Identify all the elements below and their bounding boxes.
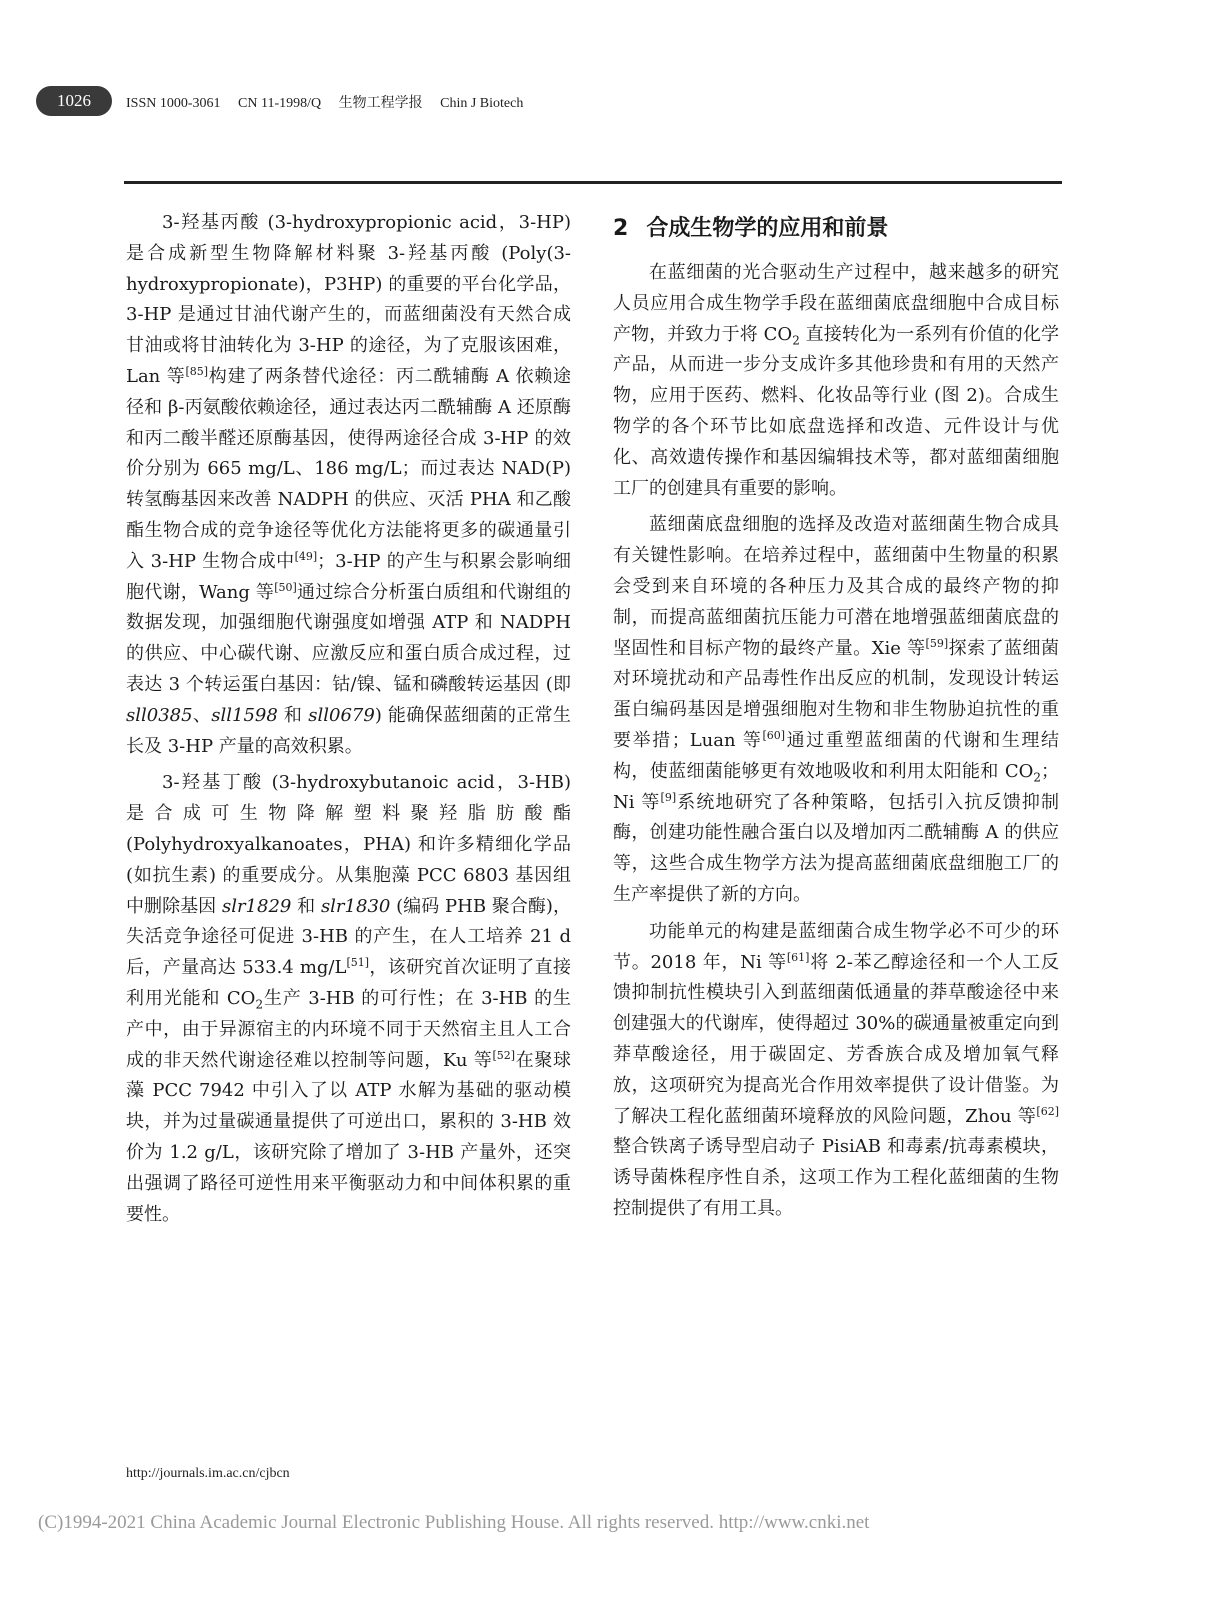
- journal-url: http://journals.im.ac.cn/cjbcn: [126, 1466, 290, 1481]
- copyright-notice: (C)1994-2021 China Academic Journal Electronic Publishing House. All rights reserved. http://www.cnki.net: [38, 1512, 870, 1533]
- gene-name: sll1598: [211, 704, 278, 726]
- left-column: [126, 208, 571, 1236]
- cn-number: CN 11-1998/Q: [238, 96, 322, 111]
- journal-header: [126, 92, 537, 112]
- paragraph-3hb: 3-羟基丁酸 (3-hydroxybutanoic acid，3-HB) 是合成可生物降解塑料聚羟脂肪酸酯 (Polyhydroxyalkanoates，PHA) 和许多精细化学品 (如抗生素) 的重要成分。从集胞藻 PCC 6803 基因组中删除基因 slr1829 和 slr1830 (编码 PHB 聚合酶)，失活竞争途径可促进 3-HB 的产生，在人工培养 21 d 后，产量高达 533.4 mg/L[51]，该研究首次证明了直接利用光能和 $CO_2$生产 3-HB 的可行性；在 3-HB 的生产中，由于异源宿主的内环境不同于天然宿主且人工合成的非天然代谢途径难以控制等问题，Ku 等[52]在聚球藻 PCC 7942 中引入了以 ATP 水解为基础的驱动模块，并为过量碳通量提供了可逆出口，累积的 3-HB 效价为 1.2 g/L，该研究除了增加了 3-HB 产量外，还突出强调了路径可逆性用来平衡驱动力和中间体积累的重要性。: [126, 772, 571, 1225]
- citation: [61]: [786, 950, 810, 964]
- citation: [9]: [660, 790, 677, 804]
- right-column: [613, 208, 1059, 1231]
- gene-name: sll0679: [308, 704, 375, 726]
- header-rule: [124, 181, 1062, 184]
- gene-name: slr1830: [320, 895, 391, 917]
- page-number: 1026: [36, 86, 112, 116]
- section-heading: [613, 212, 1059, 246]
- paragraph-intro: 在蓝细菌的光合驱动生产过程中，越来越多的研究人员应用合成生物学手段在蓝细菌底盘细胞中合成目标产物，并致力于将 $CO_2$ 直接转化为一系列有价值的化学产品，从而进一步分支成许多其他珍贵和有用的天然产物，应用于医药、燃料、化妆品等行业 (图 2)。合成生物学的各个环节比如底盘选择和改造、元件设计与优化、高效遗传操作和基因编辑技术等，都对蓝细菌细胞工厂的创建具有重要的影响。: [613, 262, 1059, 499]
- section-number: 2: [613, 216, 629, 241]
- section-title: 合成生物学的应用和前景: [646, 216, 889, 241]
- citation: [62]: [1036, 1104, 1059, 1118]
- gene-name: sll0385: [126, 704, 193, 726]
- citation: [50]: [274, 580, 297, 594]
- citation: [51]: [346, 956, 370, 970]
- citation: [49]: [294, 549, 318, 563]
- paragraph-3hp: 3-羟基丙酸 (3-hydroxypropionic acid，3-HP) 是合成新型生物降解材料聚 3-羟基丙酸 (Poly(3-hydroxypropionate)，P3HP) 的重要的平台化学品，3-HP 是通过甘油代谢产生的，而蓝细菌没有天然合成甘油或将甘油转化为 3-HP 的途径，为了克服该困难，Lan 等[85]构建了两条替代途径：丙二酰辅酶 A 依赖途径和 β-丙氨酸依赖途径，通过表达丙二酰辅酶 A 还原酶和丙二酸半醛还原酶基因，使得两途径合成 3-HP 的效价分别为 665 mg/L、186 mg/L；而过表达 NAD(P) 转氢酶基因来改善 NADPH 的供应、灭活 PHA 和乙酸酯生物合成的竞争途径等优化方法能将更多的碳通量引入 3-HP 生物合成中[49]；3-HP 的产生与积累会影响细胞代谢，Wang 等[50]通过综合分析蛋白质组和代谢组的数据发现，加强细胞代谢强度如增强 ATP 和 NADPH 的供应、中心碳代谢、应激反应和蛋白质合成过程，过表达 3 个转运蛋白基因：钴/镍、锰和磷酸转运基因 (即 sll0385、sll1598 和 sll0679) 能确保蓝细菌的正常生长及 3-HP 产量的高效积累。: [126, 212, 571, 757]
- journal-name-cn: 生物工程学报: [338, 96, 423, 111]
- citation: [52]: [492, 1048, 516, 1062]
- paragraph-functional-units: 功能单元的构建是蓝细菌合成生物学必不可少的环节。2018 年，Ni 等[61]将 2-苯乙醇途径和一个人工反馈抑制抗性模块引入到蓝细菌低通量的莽草酸途径中来创建强大的代谢库，使得超过 30%的碳通量被重定向到莽草酸途径，用于碳固定、芳香族合成及增加氧气释放，这项研究为提高光合作用效率提供了设计借鉴。为了解决工程化蓝细菌环境释放的风险问题，Zhou 等[62]整合铁离子诱导型启动子 PisiAB 和毒素/抗毒素模块，诱导菌株程序性自杀，这项工作为工程化蓝细菌的生物控制提供了有用工具。: [613, 920, 1059, 1219]
- paragraph-chassis: 蓝细菌底盘细胞的选择及改造对蓝细菌生物合成具有关键性影响。在培养过程中，蓝细菌中生物量的积累会受到来自环境的各种压力及其合成的最终产物的抑制，而提高蓝细菌抗压能力可潜在地增强蓝细菌底盘的坚固性和目标产物的最终产量。Xie 等[59]探索了蓝细菌对环境扰动和产品毒性作出反应的机制，发现设计转运蛋白编码基因是增强细胞对生物和非生物胁迫抗性的重要举措；Luan 等[60]通过重塑蓝细菌的代谢和生理结构，使蓝细菌能够更有效地吸收和利用太阳能和 $CO_2$；Ni 等[9]系统地研究了各种策略，包括引入抗反馈抑制酶，创建功能性融合蛋白以及增加丙二酰辅酶 A 的供应等，这些合成生物学方法为提高蓝细菌底盘细胞工厂的生产率提供了新的方向。: [613, 514, 1060, 905]
- gene-name: slr1829: [221, 895, 292, 917]
- journal-name-en: Chin J Biotech: [440, 96, 524, 111]
- issn: ISSN 1000-3061: [126, 96, 221, 111]
- citation: [60]: [762, 728, 786, 742]
- citation: [85]: [185, 364, 209, 378]
- citation: [59]: [925, 636, 949, 650]
